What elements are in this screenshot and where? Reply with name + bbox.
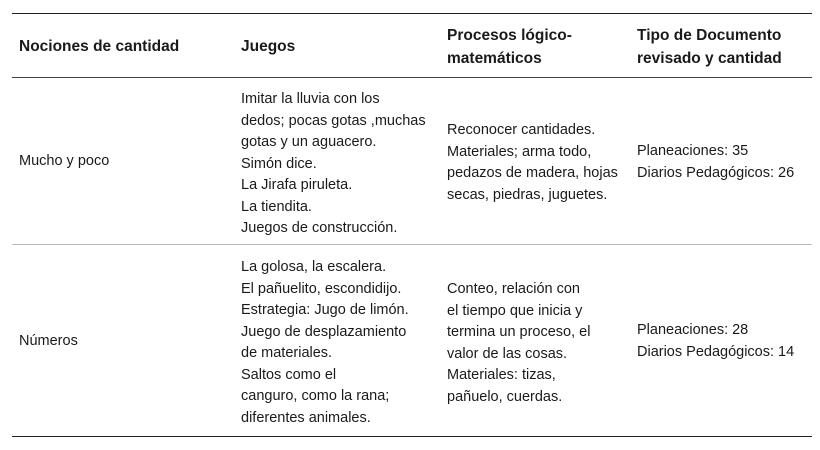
table-top-rule (12, 13, 812, 14)
row2-juegos (241, 257, 409, 429)
header-tipo-documento (637, 24, 782, 70)
row-divider (12, 244, 812, 245)
row1-juegos (241, 89, 426, 240)
header-line: Nociones de cantidad (19, 38, 180, 55)
text-line: Saltos como el (241, 366, 337, 383)
row2-procesos (447, 279, 590, 408)
text-line: Imitar la lluvia con los (241, 91, 380, 107)
text-line: La tiendita. (241, 198, 312, 215)
text-line: termina un proceso, el (447, 324, 591, 340)
text-line: Simón dice. (241, 155, 317, 172)
header-line: Tipo de Documento (637, 27, 782, 44)
text-line: valor de las cosas. (447, 345, 568, 362)
text-line: canguro, como la rana; (241, 388, 390, 404)
text-line: Materiales; arma todo, (447, 143, 592, 160)
text-line: El pañuelito, escondidijo. (241, 280, 402, 297)
text-line: dedos; pocas gotas ,muchas (241, 112, 426, 129)
text-line: La golosa, la escalera. (241, 259, 387, 275)
text-line: Reconocer cantidades. (447, 122, 596, 138)
header-line: matemáticos (447, 50, 542, 67)
text-line: pedazos de madera, hojas (447, 165, 618, 181)
text-line: Diarios Pedagógicos: 14 (637, 343, 795, 360)
text-line: Juego de desplazamiento (241, 323, 407, 340)
text-line: el tiempo que inicia y (447, 302, 583, 319)
row2-nocion: Números (19, 333, 78, 349)
row1-nocion: Mucho y poco (19, 153, 110, 169)
text-line: Juegos de construcción. (241, 220, 398, 236)
row1-documentos (637, 141, 794, 184)
header-rule (12, 77, 812, 78)
text-line: Planeaciones: 35 (637, 143, 749, 159)
row1-procesos (447, 120, 618, 206)
text-line: La Jirafa piruleta. (241, 177, 353, 193)
text-line: pañuelo, cuerdas. (447, 388, 563, 405)
text-line: Estrategia: Jugo de limón. (241, 302, 409, 318)
header-line: Procesos lógico- (447, 27, 572, 44)
header-juegos (241, 35, 295, 58)
text-line: secas, piedras, juguetes. (447, 186, 608, 203)
text-line: Materiales: tizas, (447, 367, 556, 383)
table-bottom-rule (12, 436, 812, 437)
text-line: diferentes animales. (241, 409, 371, 426)
header-procesos (447, 24, 572, 70)
text-line: Conteo, relación con (447, 281, 580, 297)
text-line: Planeaciones: 28 (637, 322, 749, 338)
text-line: de materiales. (241, 345, 333, 361)
header-nociones (19, 35, 179, 58)
text-line: Diarios Pedagógicos: 26 (637, 164, 795, 181)
header-line: Juegos (241, 38, 296, 55)
row2-documentos (637, 320, 794, 363)
text-line: gotas y un aguacero. (241, 134, 377, 150)
header-line: revisado y cantidad (637, 50, 782, 67)
